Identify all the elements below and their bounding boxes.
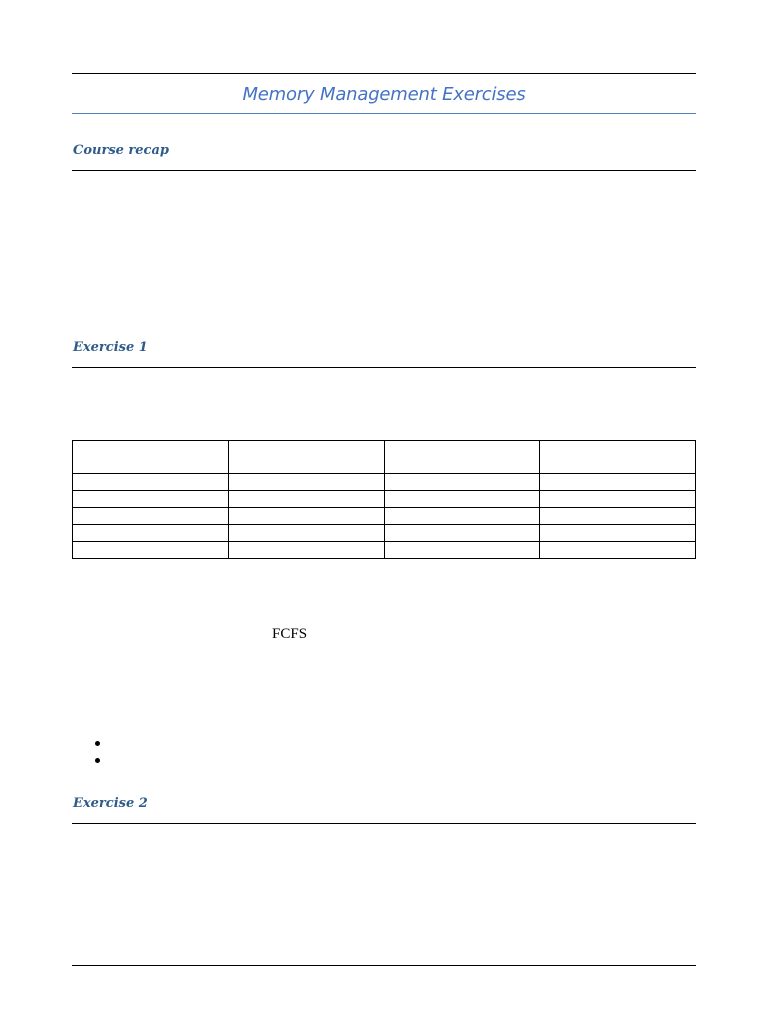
section-heading-exercise-1: Exercise 1 [73,340,148,355]
table-cell [540,491,696,508]
section-rule-exercise-2 [72,823,696,824]
section-heading-exercise-2: Exercise 2 [73,796,148,811]
table-row [73,542,696,559]
title-bottom-rule [72,113,696,114]
bullet-icon [95,758,100,763]
table-row [73,525,696,542]
table-cell [384,508,540,525]
table-cell [73,474,229,491]
table-cell [384,525,540,542]
table-cell [228,542,384,559]
document-title: Memory Management Exercises [242,84,526,105]
table-cell [73,508,229,525]
section-heading-course-recap: Course recap [73,143,169,158]
table-cell [228,491,384,508]
table-cell [540,542,696,559]
table-row [73,491,696,508]
table-row [73,508,696,525]
bullet-icon [95,741,100,746]
table-cell [228,508,384,525]
table-cell [540,474,696,491]
table-row [73,474,696,491]
table-header-cell [228,441,384,474]
table-cell [73,491,229,508]
table-cell [384,491,540,508]
table-cell [540,525,696,542]
section-rule-exercise-1 [72,367,696,368]
section-rule-course-recap [72,170,696,171]
page-footer-rule [72,965,696,966]
table-cell [228,525,384,542]
table-cell [540,508,696,525]
table-header-cell [73,441,229,474]
table-cell [73,525,229,542]
table-cell [228,474,384,491]
table-cell [73,542,229,559]
table-header-cell [384,441,540,474]
table-header-row [73,441,696,474]
title-top-rule [72,73,696,74]
exercise-1-table [72,440,696,559]
table-header-cell [540,441,696,474]
table-cell [384,542,540,559]
table-cell [384,474,540,491]
algorithm-label: FCFS [272,626,308,642]
